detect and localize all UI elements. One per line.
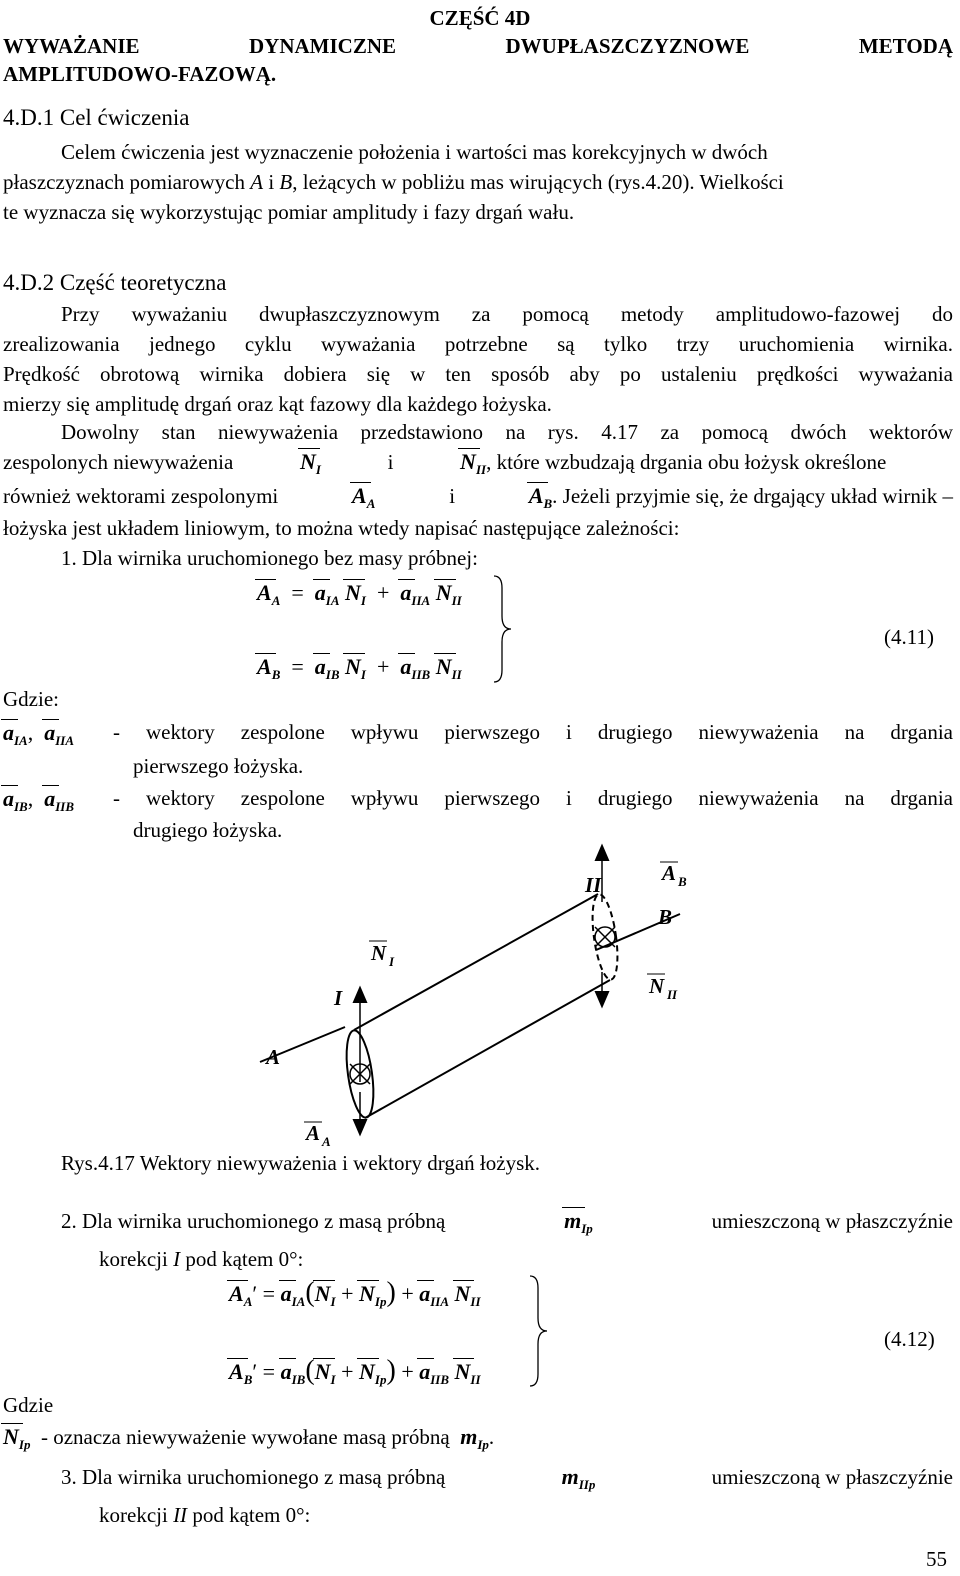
equation-4-11-brace <box>492 574 514 684</box>
figure-caption: Rys.4.17 Wektory niewyważenia i wektory drgań łożysk. <box>61 1151 541 1175</box>
vector-NII-arrow <box>596 992 608 1006</box>
item3-line1: 3. Dla wirnika uruchomionego z masą próbną $m_{IIp}$ umieszczoną w płaszczyźnie <box>61 1464 953 1492</box>
figure-label-B: B <box>658 905 673 929</box>
equation-4-12-label: (4.12) <box>884 1327 935 1351</box>
title-word: DWUPŁASZCZYZNOWE <box>505 34 750 58</box>
figure-label-AA-sub: A <box>322 1134 331 1149</box>
section1-line1: Celem ćwiczenia jest wyznaczenie położenia i wartości mas korekcyjnych w dwóch <box>61 140 768 164</box>
title-word: METODĄ <box>858 34 953 58</box>
figure-label-AB-sub: B <box>678 874 687 889</box>
figure-label-I: I <box>334 986 343 1010</box>
section2-p2-line1: Dowolny stan niewyważenia przedstawiono na rys. 4.17 za pomocą dwóch wektorów <box>61 420 953 444</box>
figure-label-A: A <box>266 1045 281 1069</box>
item1: 1. Dla wirnika uruchomionego bez masy próbnej: <box>61 546 478 570</box>
section2-p1-line2: zrealizowania jednego cyklu wyważania potrzebne są tylko trzy uruchomienia wirnika. <box>3 332 953 356</box>
figure-label-NI-sub: I <box>389 954 395 969</box>
cylinder-bottom-edge <box>365 980 610 1118</box>
section2-p1-line4: mierzy się amplitudę drgań oraz kąt fazowy dla każdego łożyska. <box>3 392 552 416</box>
where1-symbols-1: $a_{IA}$, $a_{IIA}$ <box>3 720 75 748</box>
where1-def2-line2: drugiego łożyska. <box>133 818 283 842</box>
page-number: 55 <box>926 1547 947 1571</box>
section2-p2-line4: łożyska jest układem liniowym, to można wtedy napisać następujące zależności: <box>3 516 680 540</box>
where1-def1-line2: pierwszego łożyska. <box>133 754 304 778</box>
where1-symbols-2: $a_{IB}$, $a_{IIB}$ <box>3 786 75 814</box>
section2-p1-line3: Prędkość obrotową wirnika dobiera się w ten sposób aby po ustaleniu prędkości wyważania <box>3 362 953 386</box>
title-word: WYWAŻANIE <box>3 34 140 58</box>
where2-label: Gdzie <box>3 1393 54 1417</box>
figure-rotor-diagram <box>250 842 700 1152</box>
figure-label-II: II <box>585 873 602 897</box>
section2-heading: 4.D.2 Część teoretyczna <box>3 270 227 295</box>
item2-line1: 2. Dla wirnika uruchomionego z masą próbną $m_{Ip}$ umieszczoną w płaszczyźnie <box>61 1208 953 1236</box>
section2-p1-line1: Przy wyważaniu dwupłaszczyznowym za pomocą metody amplitudowo-fazowej do <box>61 302 953 326</box>
section2-p2-line2: zespolonych niewyważenia $N_I$ i $N_{II}$, które wzbudzają drgania obu łożysk określone <box>3 449 887 477</box>
figure-label-AA: A <box>306 1121 321 1145</box>
where1-label: Gdzie: <box>3 687 59 711</box>
equation-4-11-row1: $A_A = a_{IA}$ $N_I + a_{IIA}$ $N_{II}$ <box>257 580 462 608</box>
where1-def1-line1: - wektory zespolone wpływu pierwszego i drugiego niewyważenia na drgania <box>113 720 953 744</box>
vector-NI-arrow <box>354 988 366 1002</box>
figure-label-NII: N <box>649 974 665 998</box>
where1-def2-line1: - wektory zespolone wpływu pierwszego i drugiego niewyważenia na drgania <box>113 786 953 810</box>
figure-label-AB: A <box>662 861 677 885</box>
item2-line2: korekcji I pod kątem 0°: <box>99 1247 304 1271</box>
equation-4-12-row2: $A_B' = a_{IB}(N_I + N_{Ip}) + a_{IIB}$ $N_{II}$ <box>229 1355 481 1387</box>
vector-AA-arrow <box>354 1120 366 1134</box>
vector-AB-arrow <box>596 846 608 860</box>
figure-label-NI: N <box>371 941 387 965</box>
title-word: DYNAMICZNE <box>249 34 397 58</box>
equation-4-11-row2: $A_B = a_{IB}$ $N_I + a_{IIB}$ $N_{II}$ <box>257 654 462 682</box>
section2-p2-line3: również wektorami zespolonymi $A_A$ i $A_B$. Jeżeli przyjmie się, że drgający układ wirnik – <box>3 483 953 511</box>
main-title-line2: AMPLITUDOWO-FAZOWĄ. <box>3 62 277 86</box>
equation-4-12-row1: $A_A' = a_{IA}(N_I + N_{Ip}) + a_{IIA}$ $N_{II}$ <box>229 1277 481 1309</box>
section1-line2: płaszczyznach pomiarowych A i B, leżących w pobliżu mas wirujących (rys.4.20). Wielkości <box>3 170 784 194</box>
section1-heading: 4.D.1 Cel ćwiczenia <box>3 105 190 130</box>
equation-4-12-brace <box>528 1274 550 1388</box>
where2-def1: $N_{Ip}$ - oznacza niewyważenie wywołane masą próbną $m_{Ip}$. <box>3 1424 495 1452</box>
part-title: CZĘŚĆ 4D <box>429 6 531 30</box>
figure-label-NII-sub: II <box>667 987 678 1002</box>
main-title-line1 <box>3 31 953 61</box>
equation-4-11-label: (4.11) <box>884 625 934 649</box>
item3-line2: korekcji II pod kątem 0°: <box>99 1503 311 1527</box>
section1-line3: te wyznacza się wykorzystując pomiar amplitudy i fazy drgań wału. <box>3 200 575 224</box>
